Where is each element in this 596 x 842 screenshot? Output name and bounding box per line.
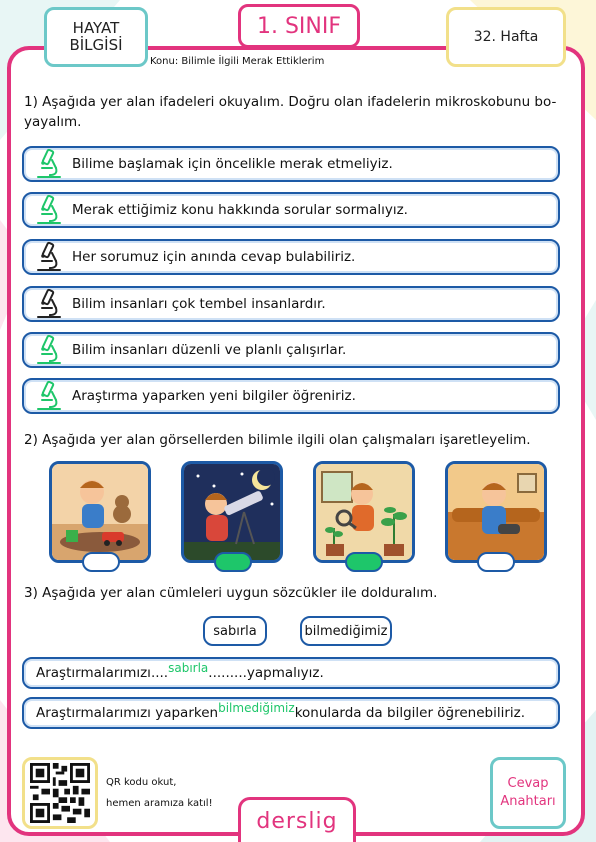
statement-row[interactable] <box>22 286 560 322</box>
statement-row[interactable] <box>22 332 560 368</box>
subject-line1: HAYAT <box>72 19 120 37</box>
statement-row[interactable] <box>22 378 560 414</box>
statement-text: Araştırma yaparken yeni bilgiler öğreniriz. <box>72 388 356 404</box>
sentence1-before: Araştırmalarımızı <box>36 665 151 681</box>
sentence2-answer[interactable]: bilmediğimiz <box>218 701 295 715</box>
microscope-icon[interactable] <box>30 241 66 273</box>
statement-row[interactable] <box>22 146 560 182</box>
answer-key-line2: Anahtarı <box>500 794 556 809</box>
question1-prompt <box>24 92 556 132</box>
question2-prompt: 2) Aşağıda yer alan görsellerden bilimle ilgili olan çalışmaları işaretleyelim. <box>24 432 531 448</box>
qr-caption-line1: QR kodu okut, <box>106 777 177 788</box>
sentence2-before: Araştırmalarımızı yaparken <box>36 705 219 721</box>
qr-code-icon <box>30 763 90 823</box>
statement-text: Bilim insanları çok tembel insanlardır. <box>72 296 326 312</box>
subject-box <box>44 7 148 67</box>
word-choice-1[interactable]: sabırla <box>203 616 267 646</box>
microscope-icon[interactable] <box>30 148 66 180</box>
fill-sentence-1 <box>22 657 560 689</box>
derslig-logo[interactable]: derslig <box>238 797 356 842</box>
statement-text: Bilime başlamak için öncelikle merak etmeliyiz. <box>72 156 393 172</box>
fill-sentence-2 <box>22 697 560 729</box>
sentence1-after: yapmalıyız. <box>246 665 324 681</box>
mark-oval-1[interactable] <box>82 552 120 572</box>
image-child-video-game <box>445 461 547 563</box>
microscope-icon[interactable] <box>30 380 66 412</box>
question3-prompt: 3) Aşağıda yer alan cümleleri uygun sözcükler ile dolduralım. <box>24 585 438 601</box>
mark-oval-3[interactable] <box>345 552 383 572</box>
topic-label: Konu: Bilimle İlgili Merak Ettiklerim <box>150 56 325 67</box>
sentence2-after: konularda da bilgiler öğrenebiliriz. <box>294 705 526 721</box>
image-child-magnifier-plants <box>313 461 415 563</box>
mark-oval-4[interactable] <box>477 552 515 572</box>
word-choice-2[interactable]: bilmediğimiz <box>300 616 392 646</box>
image-child-telescope <box>181 461 283 563</box>
statement-row[interactable] <box>22 239 560 275</box>
grade-box: 1. SINIF <box>238 4 360 48</box>
microscope-icon[interactable] <box>30 334 66 366</box>
statement-text: Bilim insanları düzenli ve planlı çalışırlar. <box>72 342 347 358</box>
microscope-icon[interactable] <box>30 194 66 226</box>
image-child-playing-toys <box>49 461 151 563</box>
subject-line2: BİLGİSİ <box>69 36 123 54</box>
blank-dots: ......... <box>208 665 247 681</box>
sentence1-answer[interactable]: sabırla <box>168 661 209 675</box>
blank-dots: .... <box>150 665 169 681</box>
question1-line1: 1) Aşağıda yer alan ifadeleri okuyalım. Doğru olan ifadelerin mikroskobunu bo- <box>24 94 557 110</box>
statement-row[interactable] <box>22 192 560 228</box>
microscope-icon[interactable] <box>30 288 66 320</box>
statement-text: Merak ettiğimiz konu hakkında sorular sormalıyız. <box>72 202 408 218</box>
statement-text: Her sorumuz için anında cevap bulabiliriz. <box>72 249 356 265</box>
question1-line2: yayalım. <box>24 114 82 130</box>
qr-code-box[interactable] <box>22 757 98 829</box>
week-box: 32. Hafta <box>446 7 566 67</box>
mark-oval-2[interactable] <box>214 552 252 572</box>
qr-caption-line2: hemen aramıza katıl! <box>106 798 213 809</box>
qr-caption <box>106 772 213 814</box>
answer-key-line1: Cevap <box>507 776 549 791</box>
answer-key-button[interactable] <box>490 757 566 829</box>
